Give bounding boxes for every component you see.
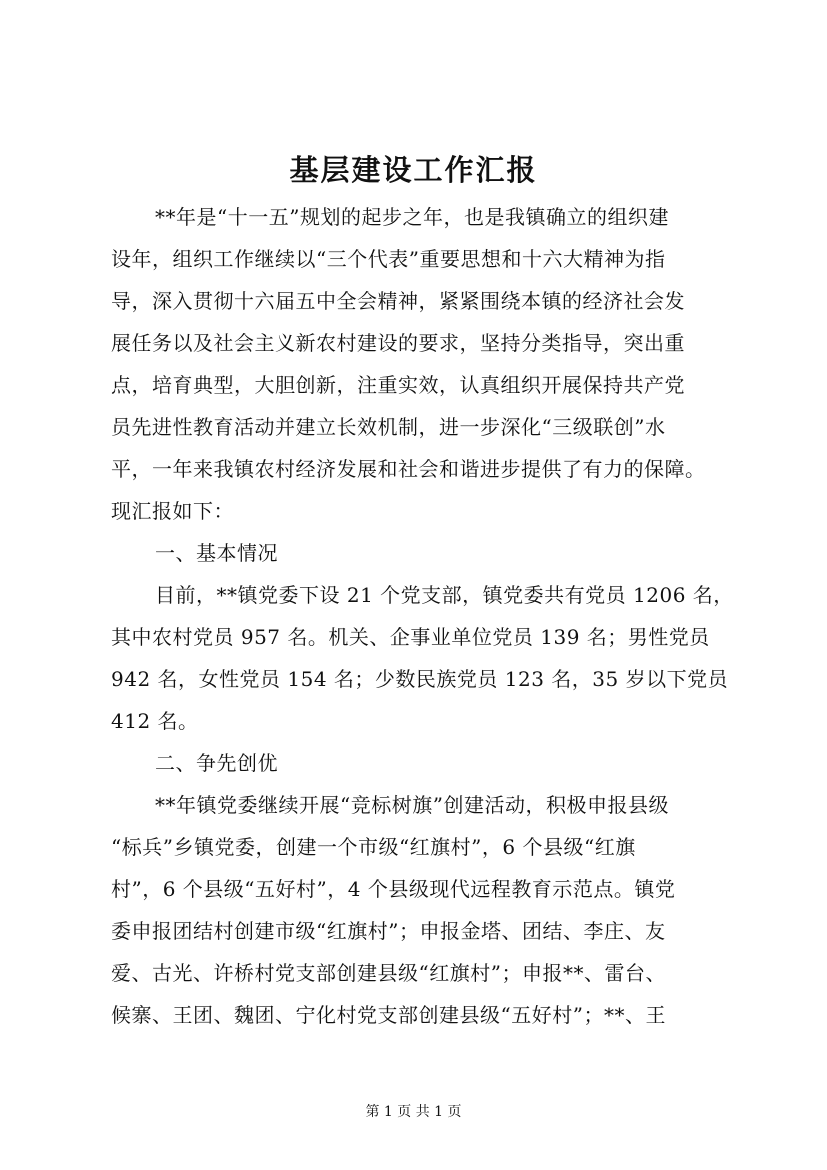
paragraph-line: 委申报团结村创建市级“红旗村”；申报金塔、团结、李庄、友 (111, 919, 666, 943)
paragraph-line: 其中农村党员 957 名。机关、企事业单位党员 139 名；男性党员 (111, 625, 710, 649)
paragraph-line: 员先进性教育活动并建立长效机制，进一步深化“三级联创”水 (111, 415, 666, 439)
section-heading: 一、基本情况 (155, 541, 278, 565)
paragraph-line: 村”，6 个县级“五好村”，4 个县级现代远程教育示范点。镇党 (111, 877, 676, 901)
document-body (111, 196, 734, 1036)
paragraph-line: **年是“十一五”规划的起步之年，也是我镇确立的组织建 (155, 205, 669, 229)
paragraph-line: 展任务以及社会主义新农村建设的要求，坚持分类指导，突出重 (111, 331, 685, 355)
paragraph-line: “标兵”乡镇党委，创建一个市级“红旗村”，6 个县级“红旗 (111, 835, 636, 859)
page-footer: 第 1 页 共 1 页 (365, 1104, 462, 1120)
paragraph-line: 导，深入贯彻十六届五中全会精神，紧紧围绕本镇的经济社会发 (111, 289, 685, 313)
paragraph-line: 现汇报如下： (111, 499, 234, 523)
paragraph-line: 爱、古光、许桥村党支部创建县级“红旗村”；申报**、雷台、 (111, 961, 666, 985)
paragraph-line: **年镇党委继续开展“竞标树旗”创建活动，积极申报县级 (155, 793, 669, 817)
paragraph-line: 平，一年来我镇农村经济发展和社会和谐进步提供了有力的保障。 (111, 457, 706, 481)
paragraph-line: 候寨、王团、魏团、宁化村党支部创建县级“五好村”；**、王 (111, 1003, 666, 1027)
paragraph-line: 942 名，女性党员 154 名；少数民族党员 123 名，35 岁以下党员 (111, 667, 729, 691)
paragraph-line: 点，培育典型，大胆创新，注重实效，认真组织开展保持共产党 (111, 373, 685, 397)
paragraph-line: 目前，**镇党委下设 21 个党支部，镇党委共有党员 1206 名， (155, 583, 734, 607)
paragraph-line: 412 名。 (111, 709, 199, 733)
paragraph-line: 设年，组织工作继续以“三个代表”重要思想和十六大精神为指 (111, 247, 666, 271)
document-title: 基层建设工作汇报 (289, 153, 538, 187)
section-heading: 二、争先创优 (155, 751, 278, 775)
